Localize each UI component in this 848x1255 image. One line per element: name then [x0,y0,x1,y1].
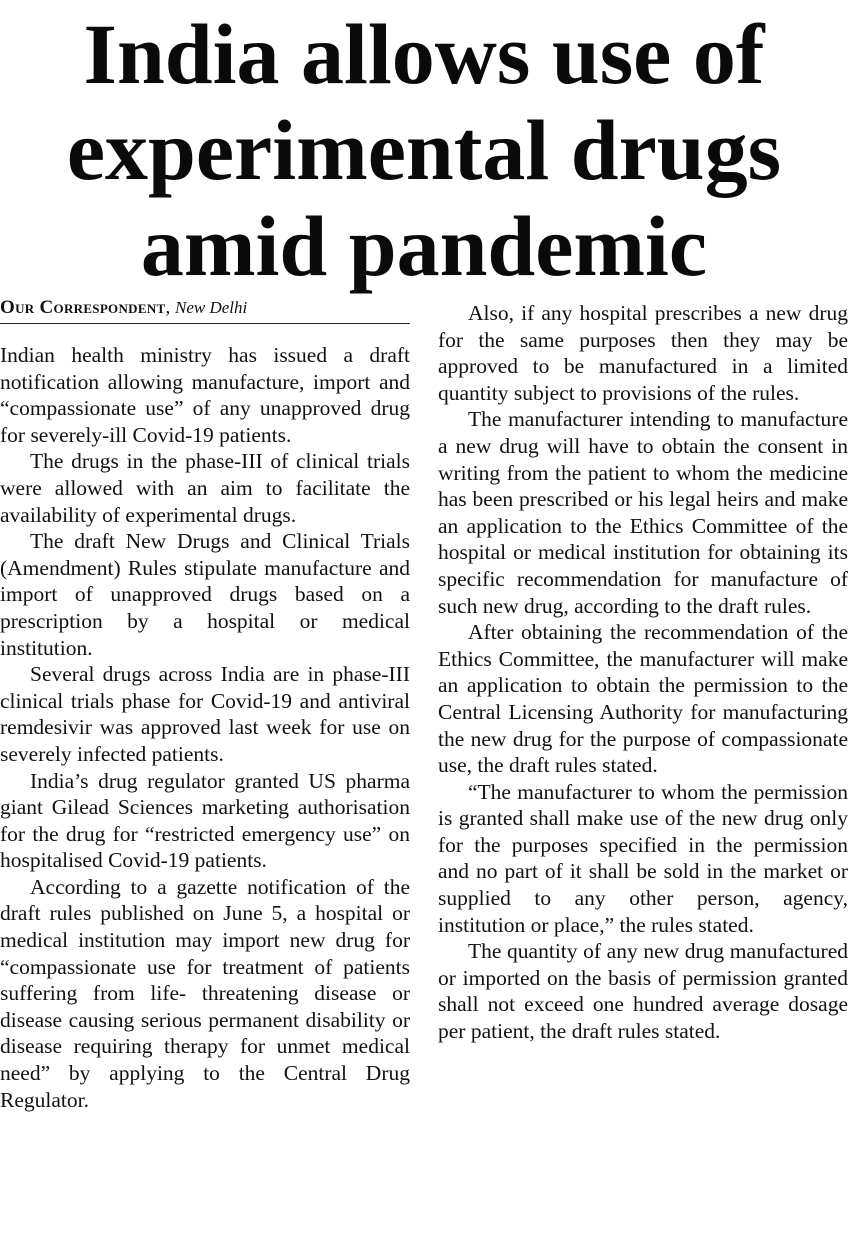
byline-separator: , [165,297,175,318]
paragraph: The manufacturer intending to manufacture a new drug will have to obtain the consent in writing from the patient to whom the medicine has been prescribed or his legal heirs and make an application to the Ethics Committee of the hospital or medical institution for obtaining its specific recommendation for manufacture of such new drug, according to the draft rules. [438,407,848,618]
byline-author: Our Correspondent [0,297,166,318]
paragraph: The drugs in the phase-III of clinical trials were allowed with an aim to facilitate the availability of experimental drugs. [0,449,410,527]
article-column-left [0,342,410,1113]
paragraph: Several drugs across India are in phase-III clinical trials phase for Covid-19 and antiviral remdesivir was approved last week for use on severely infected patients. [0,662,410,766]
paragraph: Also, if any hospital prescribes a new drug for the same purposes then they may be approved to be manufactured in a limited quantity subject to provisions of the rules. [438,301,848,405]
paragraph: The draft New Drugs and Clinical Trials (Amendment) Rules stipulate manufacture and import of unapproved drugs based on a prescription by a hospital or medical institution. [0,529,410,660]
paragraph: Indian health ministry has issued a draft notification allowing manufacture, import and “compassionate use” of any unapproved drug for severely-ill Covid-19 patients. [0,343,410,447]
article-column-right [438,300,848,1045]
paragraph: According to a gazette notification of the draft rules published on June 5, a hospital or medical institution may import new drug for “compassionate use for treatment of patients suffering from life- threatening disease or disease causing serious permanent disability or disease requiring therapy for unmet medical need” by applying to the Central Drug Regulator. [0,874,410,1112]
paragraph: After obtaining the recommendation of the Ethics Committee, the manufacturer will make an application to obtain the permission to the Central Licensing Authority for manufacturing the new drug for the purpose of compassionate use, the draft rules stated. [438,620,848,778]
byline-location: New Delhi [174,298,248,317]
paragraph: The quantity of any new drug manufactured or imported on the basis of permission granted shall not exceed one hundred average dosage per patient, the draft rules stated. [438,939,848,1044]
headline: India allows use of experimental drugs amid pandemic [66,6,782,294]
byline [0,293,410,324]
paragraph: India’s drug regulator granted US pharma giant Gilead Sciences marketing authorisation for the drug for “restricted emergency use” on hospitalised Covid-19 patients. [0,768,410,873]
paragraph: “The manufacturer to whom the permission is granted shall make use of the new drug only for the purposes specified in the permission and no part of it shall be sold in the market or supplied to any other person, agency, institution or place,” the rules stated. [438,779,848,937]
